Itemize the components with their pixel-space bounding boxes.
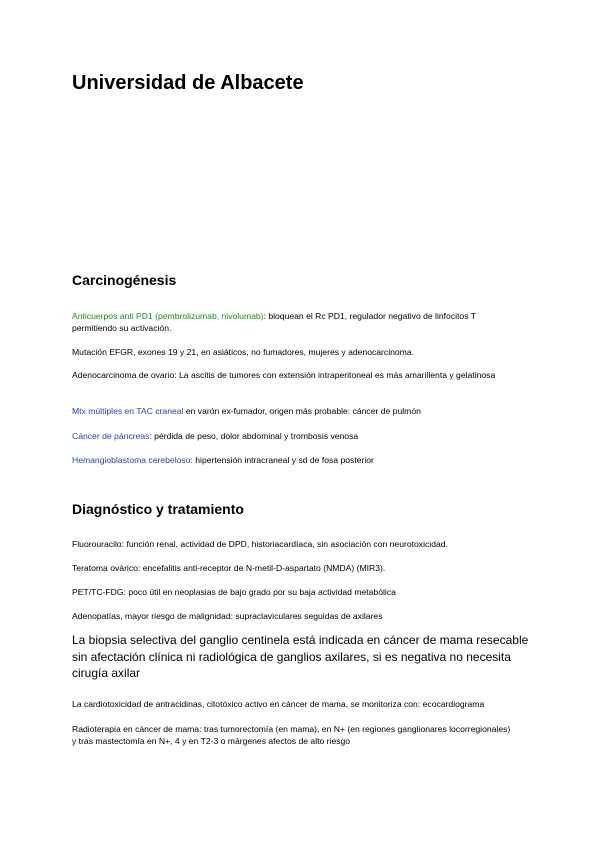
paragraph-text: : pérdida de peso, dolor abdominal y trombosis venosa bbox=[149, 431, 359, 441]
paragraph-pancreas bbox=[72, 430, 512, 442]
section-heading-diagnostico: Diagnóstico y tratamiento bbox=[72, 501, 244, 517]
paragraph-teratoma bbox=[72, 562, 512, 574]
paragraph-text: en varón ex-fumador, origen más probable: cáncer de pulmón bbox=[183, 406, 421, 416]
document-title: Universidad de Albacete bbox=[72, 72, 304, 94]
paragraph-anti-pd1 bbox=[72, 310, 512, 334]
paragraph-radioterapia bbox=[72, 723, 512, 747]
paragraph-text: Adenocarcinoma de ovario: La ascitis de tumores con extensión intraperitoneal es más amarillenta y gelatinosa bbox=[72, 370, 496, 380]
paragraph-fluorouracilo bbox=[72, 538, 512, 550]
highlight-term: Hemangioblastoma cerebeloso bbox=[72, 455, 191, 465]
paragraph-text: : hipertensión intracraneal y sd de fosa posterior bbox=[190, 455, 374, 465]
paragraph-text: La biopsia selectiva del ganglio centinela está indicada en cáncer de mama resecable sin afectación clínica ni radiológica de ganglios axilares, si es negativa no necesita cirugía axilar bbox=[72, 633, 529, 680]
paragraph-egfr bbox=[72, 346, 512, 358]
paragraph-mtx-tac bbox=[72, 405, 512, 417]
paragraph-ovarian-adenocarcinoma bbox=[72, 369, 512, 381]
paragraph-text: Adenopatías, mayor riesgo de malignidad: supraclaviculares seguidas de axilares bbox=[72, 611, 383, 621]
paragraph-text: La cardiotoxicidad de antracidinas, citotóxico activo en cáncer de mama, se monitoriza con: ecocardiograma bbox=[72, 699, 485, 709]
paragraph-adenopatias bbox=[72, 610, 512, 622]
paragraph-text: Fluorouracilo: función renal, actividad de DPD, historiacardíaca, sin asociación con neurotoxicidad. bbox=[72, 539, 448, 549]
paragraph-text: Teratoma ovárico: encefalitis anti-receptor de N-metil-D-aspartato (NMDA) (MIR3). bbox=[72, 563, 386, 573]
section-heading-carcinogenesis: Carcinogénesis bbox=[72, 272, 177, 288]
highlight-term: Mtx múltiples en TAC craneal bbox=[72, 406, 184, 416]
highlight-term: Cáncer de páncreas bbox=[72, 431, 150, 441]
paragraph-text: : bloquean el Rc PD1, regulador negativo de linfocitos T permitiendo su activación. bbox=[72, 311, 476, 333]
highlight-term: Anticuerpos anti PD1 (pembrolizumab, nivolumab) bbox=[72, 311, 264, 321]
paragraph-cardiotoxicidad bbox=[72, 698, 512, 710]
paragraph-text: PET/TC-FDG: poco útil en neoplasias de bajo grado por su baja actividad metabólica bbox=[72, 587, 396, 597]
paragraph-hemangioblastoma bbox=[72, 454, 512, 466]
paragraph-text: Mutación EFGR, exones 19 y 21, en asiáticos, no fumadores, mujeres y adenocarcinoma. bbox=[72, 347, 415, 357]
paragraph-biopsia-ganglio-centinela bbox=[72, 632, 532, 682]
paragraph-text: Radioterapia en cáncer de mama: tras tumorectomía (en mama), en N+ (en regiones ganglionares locorregionales) y tras mastectomía en N+, 4 y en T2-3 o márgenes afectos de alto riesgo bbox=[72, 724, 511, 746]
paragraph-pet-tc bbox=[72, 586, 512, 598]
